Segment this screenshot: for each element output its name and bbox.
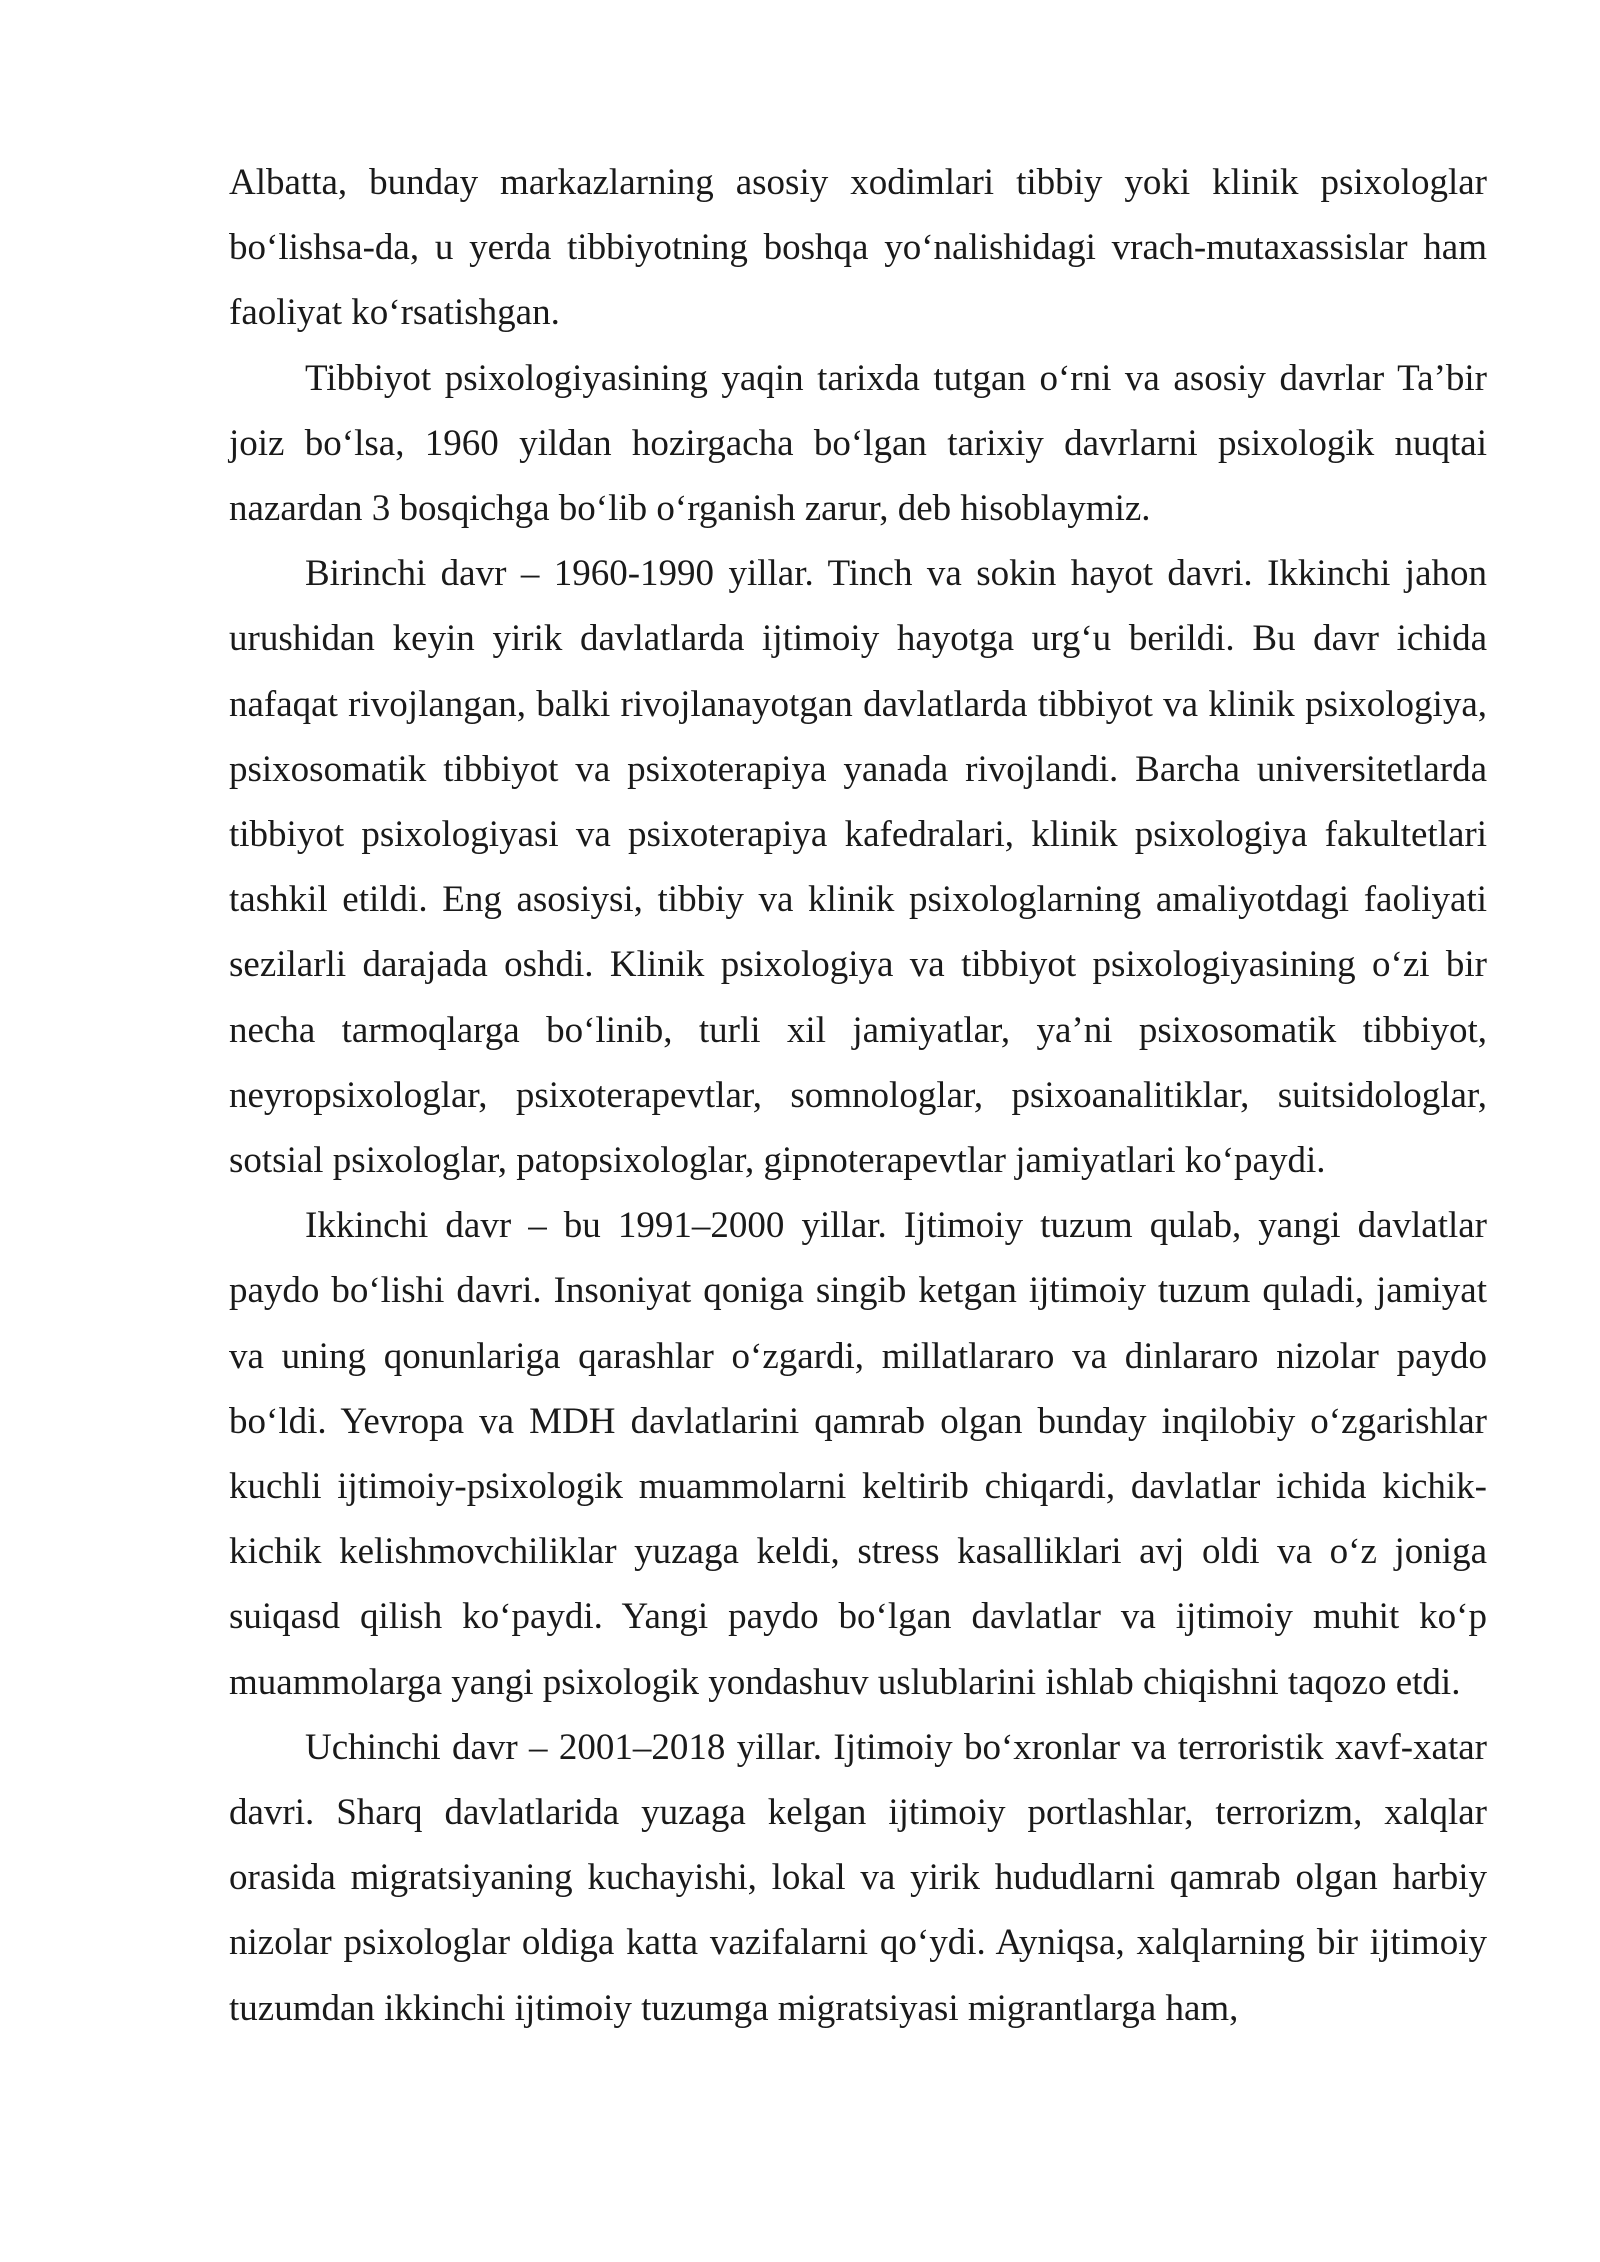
document-page: [229, 150, 1487, 2041]
paragraph-periods-overview: Tibbiyot psixologiyasining yaqin tarixda tutgan oʻrni va asosiy davrlar Ta’bir joiz boʻlsa, 1960 yildan hozirgacha boʻlgan tarixiy davrlarni psixologik nuqtai nazardan 3 bosqichga boʻlib oʻrganish zarur, deb hisoblaymiz.: [229, 357, 1487, 530]
paragraph-second-period: Ikkinchi davr – bu 1991–2000 yillar. Ijtimoiy tuzum qulab, yangi davlatlar paydo boʻlishi davri. Insoniyat qoniga singib ketgan ijtimoiy tuzum quladi, jamiyat va uning qonunlariga qarashlar oʻzgardi, millatlararo va dinlararo nizolar paydo boʻldi. Yevropa va MDH davlatlarini qamrab olgan bunday inqilobiy oʻzgarishlar kuchli ijtimoiy-psixologik muammolarni keltirib chiqardi, davlatlar ichida kichik-kichik kelishmovchiliklar yuzaga keldi, stress kasalliklari avj oldi va oʻz joniga suiqasd qilish koʻpaydi. Yangi paydo boʻlgan davlatlar va ijtimoiy muhit koʻp muammolarga yangi psixologik yondashuv uslublarini ishlab chiqishni taqozo etdi.: [229, 1205, 1487, 1703]
paragraph-intro: Albatta, bunday markazlarning asosiy xodimlari tibbiy yoki klinik psixologlar boʻlishsa-da, u yerda tibbiyotning boshqa yoʻnalishidagi vrach-mutaxassislar ham faoliyat koʻrsatishgan.: [229, 162, 1487, 334]
paragraph-third-period: Uchinchi davr – 2001–2018 yillar. Ijtimoiy boʻxronlar va terroristik xavf-xatar davri. Sharq davlatlarida yuzaga kelgan ijtimoiy portlashlar, terrorizm, xalqlar orasida migratsiyaning kuchayishi, lokal va yirik hududlarni qamrab olgan harbiy nizolar psixologlar oldiga katta vazifalarni qoʻydi. Ayniqsa, xalqlarning bir ijtimoiy tuzumdan ikkinchi ijtimoiy tuzumga migratsiyasi migrantlarga ham,: [229, 1726, 1487, 2029]
paragraph-first-period: Birinchi davr – 1960-1990 yillar. Tinch va sokin hayot davri. Ikkinchi jahon urushidan keyin yirik davlatlarda ijtimoiy hayotga urgʻu berildi. Bu davr ichida nafaqat rivojlangan, balki rivojlanayotgan davlatlarda tibbiyot va klinik psixologiya, psixosomatik tibbiyot va psixoterapiya yanada rivojlandi. Barcha universitetlarda tibbiyot psixologiyasi va psixoterapiya kafedralari, klinik psixologiya fakultetlari tashkil etildi. Eng asosiysi, tibbiy va klinik psixologlarning amaliyotdagi faoliyati sezilarli darajada oshdi. Klinik psixologiya va tibbiyot psixologiyasining oʻzi bir necha tarmoqlarga boʻlinib, turli xil jamiyatlar, ya’ni psixosomatik tibbiyot, neyropsixologlar, psixoterapevtlar, somnologlar, psixoanalitiklar, suitsidologlar, sotsial psixologlar, patopsixologlar, gipnoterapevtlar jamiyatlari koʻpaydi.: [229, 553, 1487, 1182]
